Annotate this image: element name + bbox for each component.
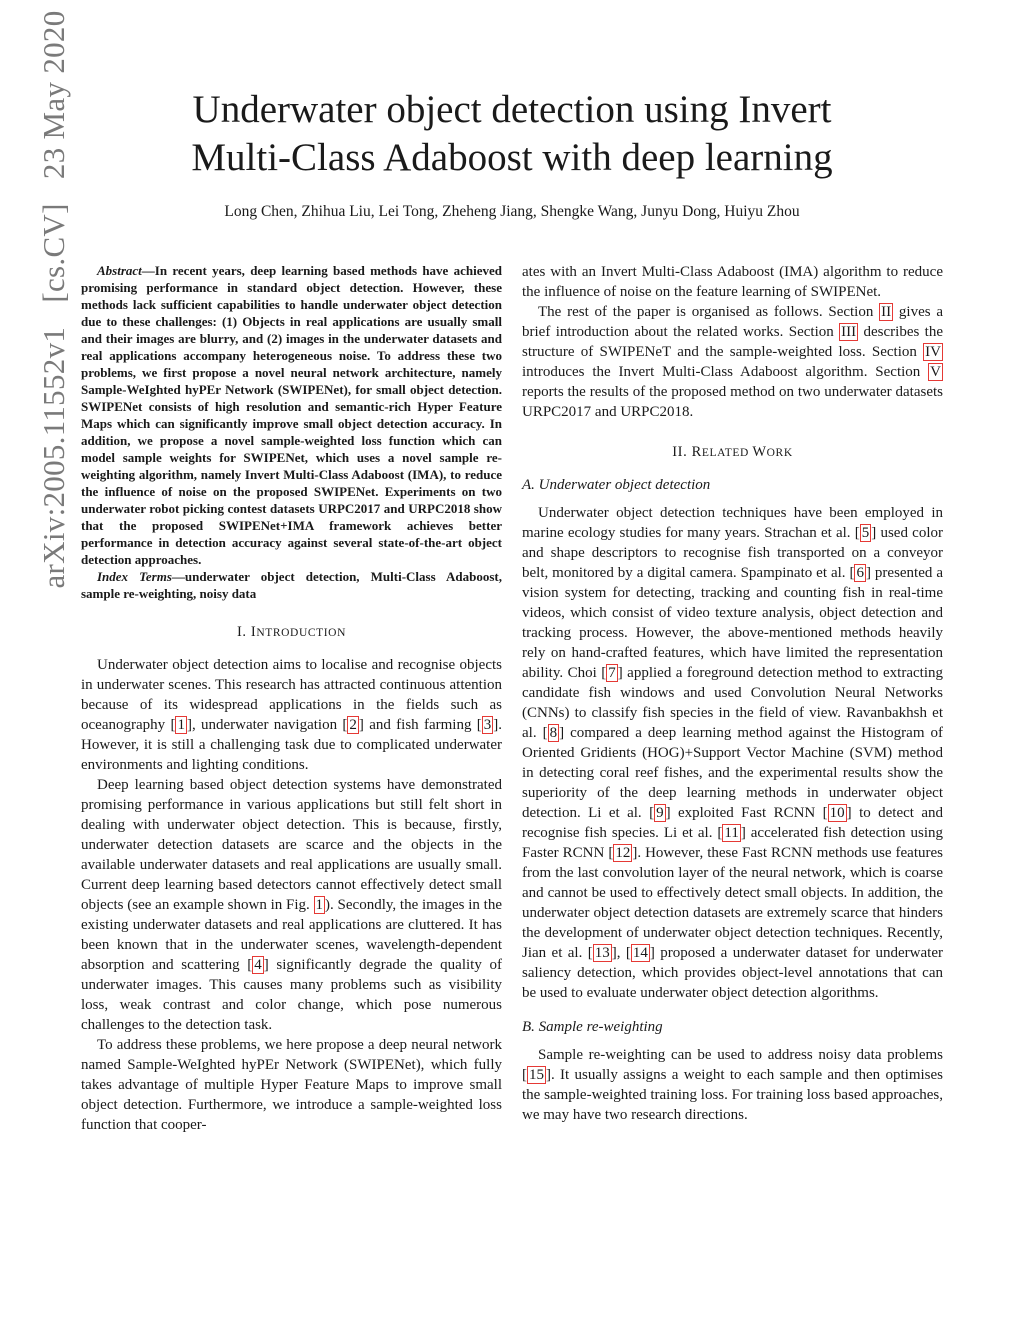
left-column [81, 262, 502, 1135]
citation-link[interactable]: 3 [483, 717, 492, 733]
section-link[interactable]: V [930, 364, 941, 380]
arxiv-category: [cs.CV] [36, 203, 71, 303]
intro-paragraph-1: Underwater object detection aims to localise and recognise objects in underwater scenes. This research has attracted continuous attention because of its widespread applications in the fields such as oceanography [ 1 ], underwater navigation [ 2 ] and fish farming [ 3 ]. However, it is still a challenging task due to complicated underwater environments and lighting conditions. [81, 657, 502, 773]
citation-link[interactable]: 14 [632, 945, 648, 961]
right-column-body [522, 262, 943, 422]
citation-link[interactable]: 6 [856, 565, 864, 581]
related-work-a-paragraph: Underwater object detection techniques have been employed in marine ecology studies for many years. Strachan et al. [ 5 ] used color and shape descriptors to recognise fish transported on a conveyor belt, monitored by a digital camera. Spampinato et al. [ 6 ] presented a vision system for detecting, tracking and counting fish in real-time videos, which consist of video texture analysis, object detection and tracking process. However, the above-mentioned methods heavily rely on hand-crafted features, which have limited the representation ability. Choi [ 7 ] applied a foreground detection method to extracting candidate fish windows and used Convolution Neural Networks (CNNs) to classify fish species in the field of view. Ravanbakhsh et al. [ 8 ] compared a deep learning method against the Histogram of Oriented Gridients (HOG)+Support Vector Machine (SVM) method in detecting coral reef fishes, and the experimental results show the superiority of the deep learning methods in underwater object detection. Li et al. [ 9 ] exploited Fast RCNN [ 10 ] to detect and recognise fish species. Li et al. [ 11 ] accelerated fish detection using Faster RCNN [ 12 ]. However, these Fast RCNN methods use features from the last convolution layer of the neural network, which is coarse and cannot be used to effectively detect small objects. In addition, the underwater object detection datasets are extremely scarce that hinders the development of underwater object detection techniques. Recently, Jian et al. [ 13 ], [ 14 ] proposed a underwater dataset for underwater saliency detection, which provides object-level annotations that can be used to evaluate underwater object detection algorithms. [522, 505, 944, 1001]
related-work-a-body [522, 503, 943, 1003]
index-terms-paragraph [81, 568, 502, 602]
figure-link[interactable]: 1 [315, 897, 324, 913]
intro-paragraph-3: To address these problems, we here propose a deep neural network named Sample-WeIghted hyPEr Network (SWIPENet), which fully takes advantage of multiple Hyper Feature Maps to improve small object detection. Furthermore, we introduce a sample-weighted loss function that cooper- [81, 1037, 502, 1133]
author-list: Long Chen, Zhihua Liu, Lei Tong, Zheheng Jiang, Shengke Wang, Junyu Dong, Huiyu Zhou [224, 203, 800, 220]
section-link[interactable]: II [881, 304, 892, 320]
citation-link[interactable]: 5 [861, 525, 870, 541]
title-line-2: Multi-Class Adaboost with deep learning [191, 136, 833, 179]
index-terms-text: —underwater object detection, Multi-Class Adaboost, sample re-weighting, noisy data [81, 569, 502, 601]
citation-link[interactable]: 13 [594, 945, 610, 961]
subsection-heading-a: A. Underwater object detection [522, 477, 711, 493]
section-heading-related-work: II. RELATED WORK [672, 444, 793, 460]
citation-link[interactable]: 15 [529, 1067, 544, 1083]
citation-link[interactable]: 11 [724, 825, 739, 841]
citation-link[interactable]: 9 [656, 805, 664, 821]
intro-paragraph-continued: ates with an Invert Multi-Class Adaboost (IMA) algorithm to reduce the influence of noise on the feature learning of SWIPENet. [522, 264, 943, 300]
section-link[interactable]: IV [925, 344, 941, 360]
abstract-label: Abstract [97, 263, 142, 278]
citation-link[interactable]: 10 [829, 805, 845, 821]
abstract-block [81, 262, 502, 602]
citation-link[interactable]: 1 [177, 717, 185, 733]
intro-paragraph-2: Deep learning based object detection systems have demonstrated promising performance in various applications but still felt short in dealing with underwater object detection. This is because, firstly, underwater detection datasets are scarce and the objects in the available underwater datasets and real applications are usually small. Current deep learning based detectors cannot effectively detect small objects (see an example shown in Fig. 1 ). Secondly, the images in the existing underwater datasets and real applications are cluttered. It has been known that in the underwater scenes, wavelength-dependent absorption and scattering [ 4 ] significantly degrade the quality of underwater images. This causes many problems such as visibility loss, weak contrast and color change, which pose numerous challenges to the detection task. [81, 777, 502, 1033]
index-terms-label: Index Terms [97, 569, 172, 584]
abstract-paragraph [81, 262, 502, 568]
title-line-1: Underwater object detection using Invert [192, 88, 832, 131]
introduction-body [81, 655, 502, 1135]
paper-organisation-paragraph: The rest of the paper is organised as follows. Section II gives a brief introduction about the related works. Section III describes the structure of SWIPENeT and the sample-weighted loss. Section IV introduces the Invert Multi-Class Adaboost algorithm. Section V reports the results of the proposed method on two underwater datasets URPC2017 and URPC2018. [522, 304, 944, 420]
arxiv-identifier-stamp [24, 0, 84, 962]
arxiv-id: arXiv:2005.11552v1 [36, 326, 71, 589]
related-work-b-body [522, 1045, 943, 1125]
citation-link[interactable]: 4 [254, 957, 262, 973]
citation-link[interactable]: 2 [349, 717, 357, 733]
section-heading-introduction: I. INTRODUCTION [237, 624, 346, 640]
arxiv-date: 23 May 2020 [36, 10, 71, 180]
citation-link[interactable]: 12 [615, 845, 631, 861]
related-work-b-paragraph: Sample re-weighting can be used to address noisy data problems [ 15 ]. It usually assigns a weight to each sample and then optimises the sample-weighted training loss. For training loss based approaches, we may have two research directions. [522, 1047, 943, 1123]
paper-title [100, 86, 924, 182]
citation-link[interactable]: 7 [608, 665, 616, 681]
right-column [522, 262, 943, 1125]
subsection-heading-b: B. Sample re-weighting [522, 1019, 663, 1035]
section-link[interactable]: III [841, 324, 857, 340]
abstract-text: —In recent years, deep learning based methods have achieved promising performance in standard object detection. However, these methods lack sufficient capabilities to handle underwater object detection due to these challenges: (1) Objects in real applications are usually small and their images are blurry, and (2) images in the underwater datasets and real applications accompany heterogeneous noise. To address these two problems, we first propose a novel neural network architecture, namely Sample-WeIghted hyPEr Network (SWIPENet), for small object detection. SWIPENet consists of high resolution and semantic-rich Hyper Feature Maps which can significantly improve small object detection accuracy. In addition, we propose a novel sample-weighted loss function which can model sample weights for SWIPENet, which uses a novel sample re-weighting algorithm, namely Invert Multi-Class Adaboost (IMA), to reduce the influence of noise on the proposed SWIPENet. Experiments on two underwater robot picking contest datasets URPC2017 and URPC2018 show that the proposed SWIPENet+IMA framework achieves better performance in detection accuracy against several state-of-the-art object detection approaches. [81, 263, 502, 567]
citation-link[interactable]: 8 [549, 725, 558, 741]
